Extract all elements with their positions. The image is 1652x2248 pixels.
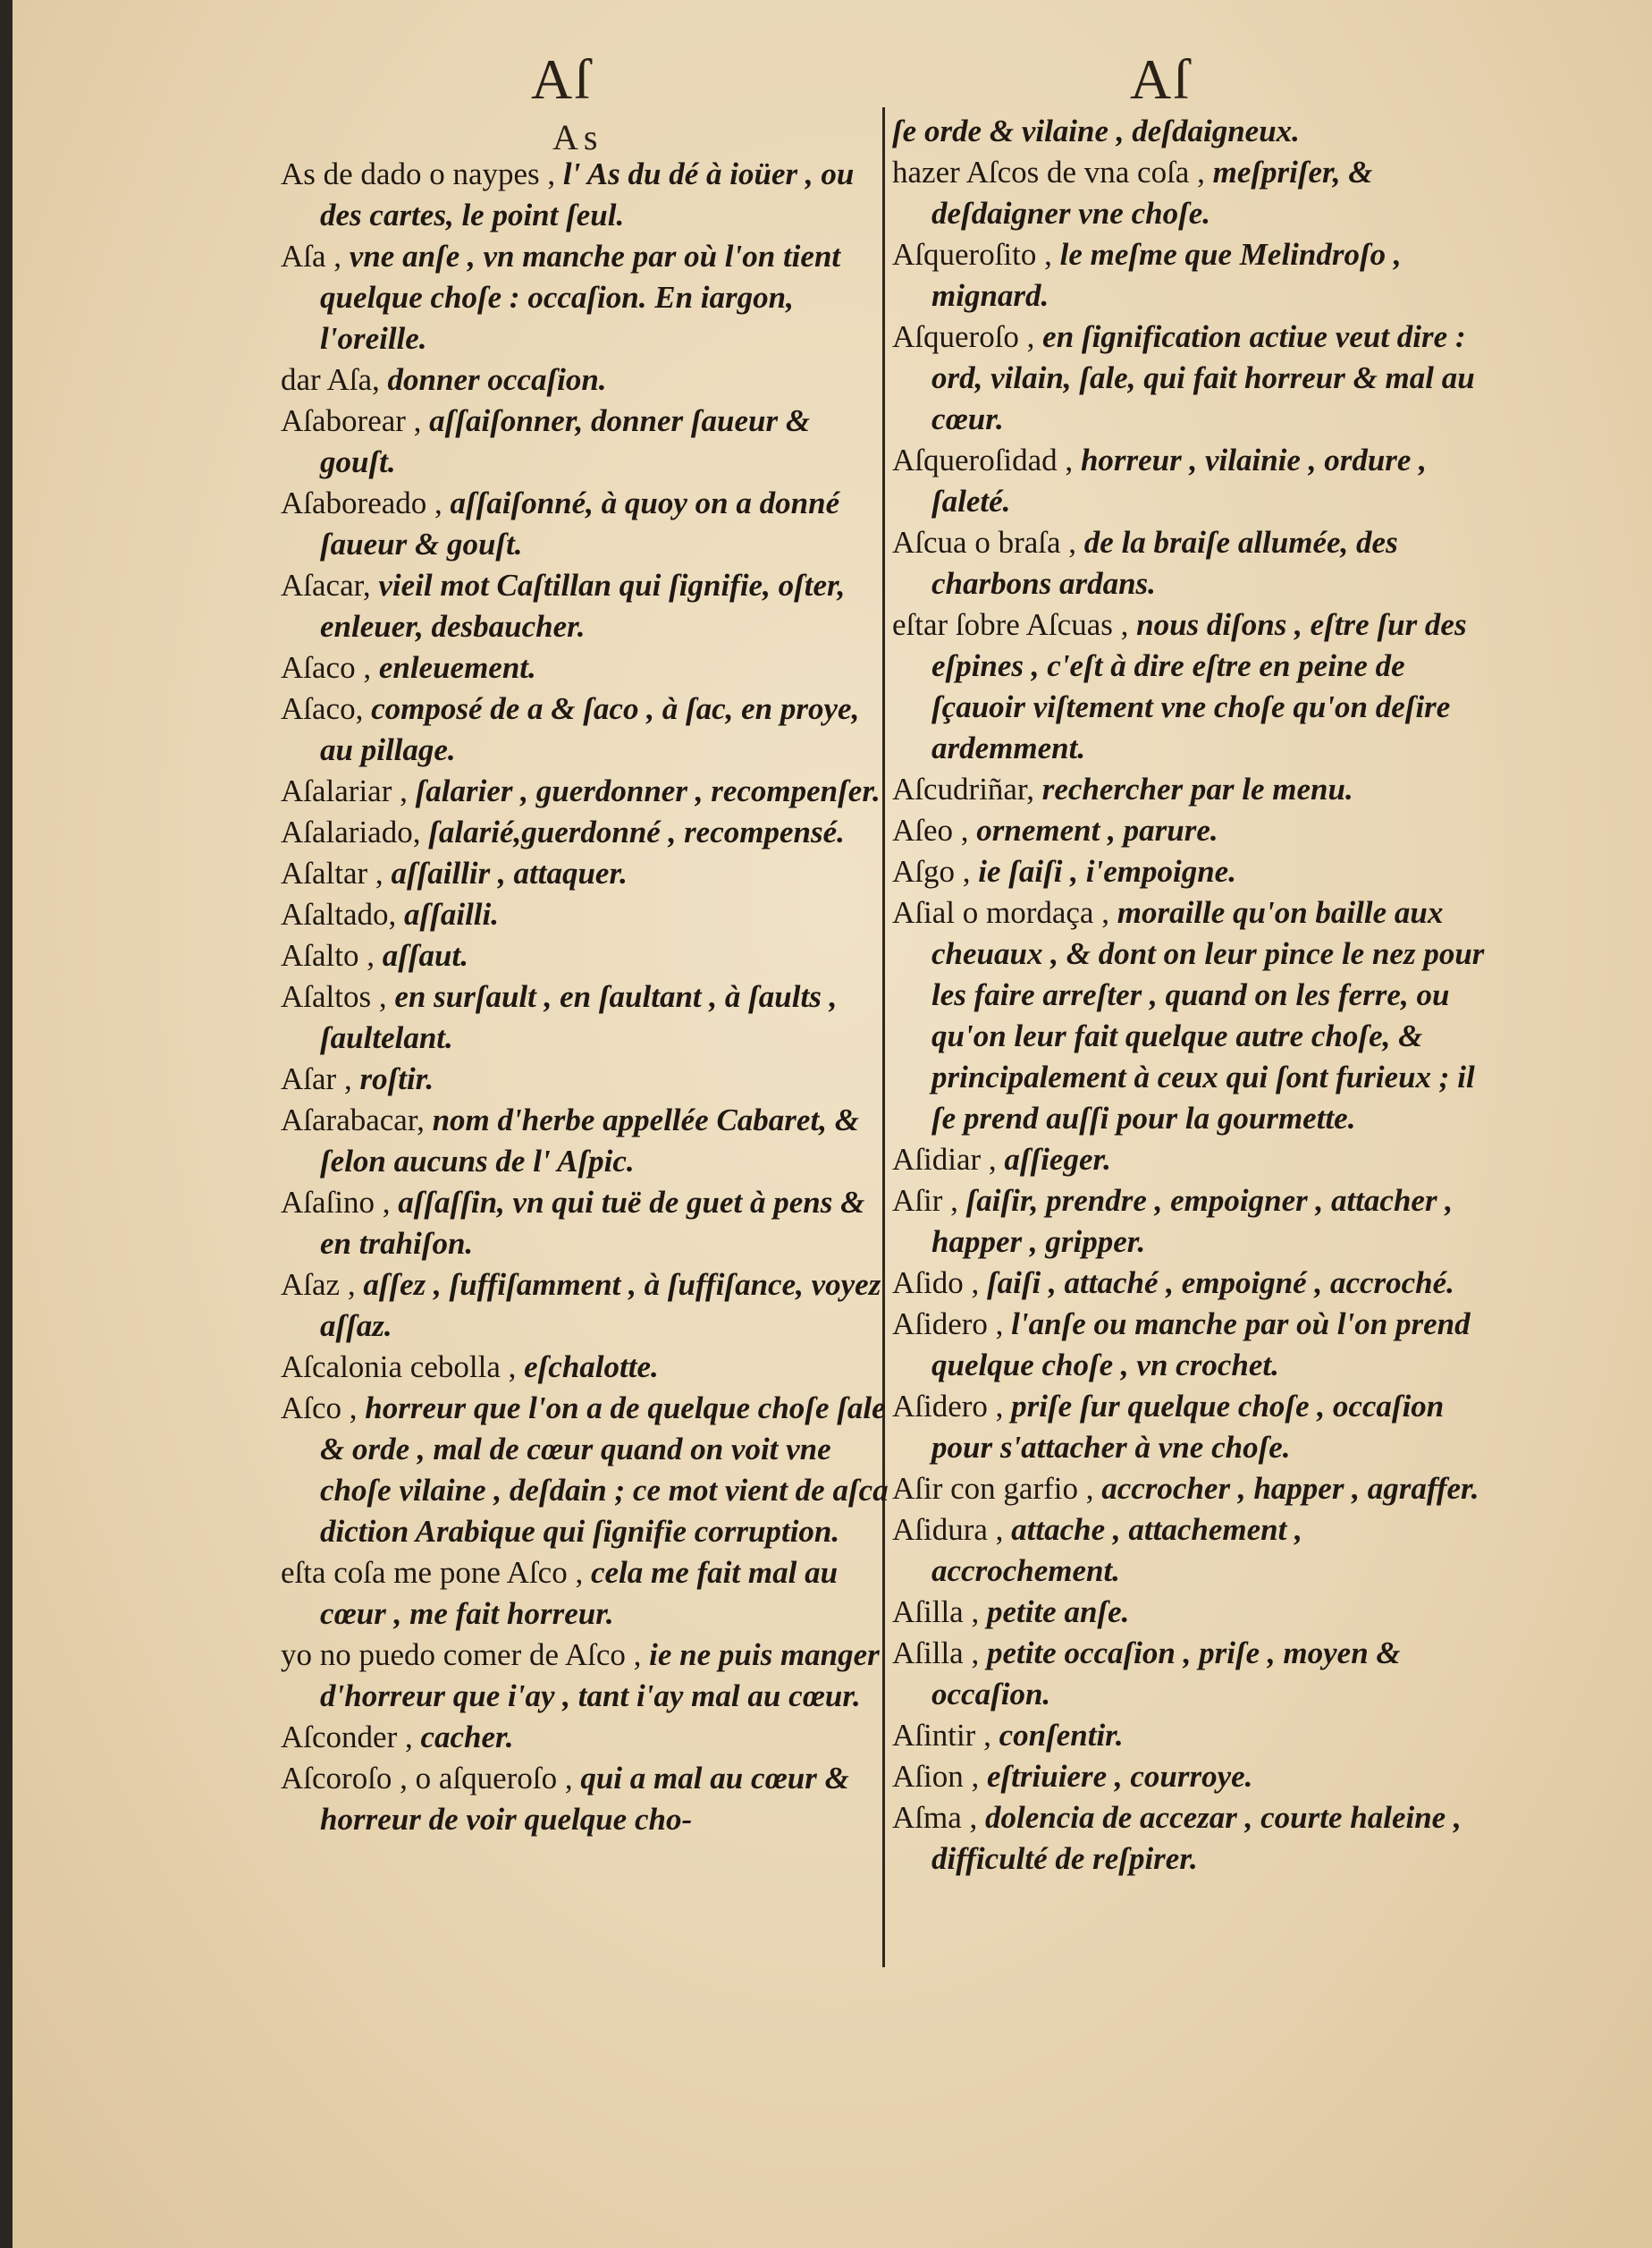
entry-headword: Aſalto ,	[281, 938, 375, 973]
entry-headword: Aſgo ,	[892, 854, 971, 889]
entry-headword: Aſar ,	[281, 1061, 352, 1096]
entry-headword: Aſma ,	[892, 1800, 978, 1835]
entry-definition: ſaiſir, prendre , empoigner , attacher , happer , gripper.	[931, 1183, 1454, 1259]
dictionary-entry	[281, 1264, 890, 1347]
entry-headword: Aſaz ,	[281, 1267, 356, 1302]
entry-definition: cacher.	[420, 1720, 514, 1754]
entry-headword: As de dado o naypes ,	[281, 156, 556, 191]
entry-definition: composé de a & ſaco , à ſac, en proye, au pillage.	[320, 691, 860, 767]
dictionary-entry	[281, 1182, 890, 1264]
entry-definition: ie ſaiſi , i'empoigne.	[978, 854, 1236, 889]
entry-definition: donner occaſion.	[387, 362, 607, 397]
entry-headword: Aſidura ,	[892, 1512, 1004, 1547]
dictionary-entry	[892, 1263, 1496, 1304]
entry-definition: aſſailli.	[404, 897, 499, 932]
entry-definition: accrocher , happer , agraffer.	[1101, 1471, 1479, 1506]
dictionary-entry	[281, 401, 890, 483]
dictionary-entry	[281, 1388, 890, 1552]
dictionary-entry	[281, 894, 890, 935]
dictionary-entry	[281, 647, 890, 689]
dictionary-entry	[281, 1347, 890, 1388]
dictionary-entry	[892, 440, 1496, 522]
dictionary-entry	[892, 851, 1496, 892]
entry-headword: Aſir con garfio ,	[892, 1471, 1094, 1506]
entry-definition: roſtir.	[359, 1061, 434, 1096]
dictionary-entry	[892, 234, 1496, 317]
entry-definition: aſſaillir , attaquer.	[391, 856, 628, 891]
entry-headword: Aſalariar ,	[281, 773, 408, 808]
dictionary-entry	[892, 1797, 1496, 1880]
entry-definition: petite occaſion , priſe , moyen & occaſion.	[931, 1635, 1401, 1711]
running-header-right: Aſ	[1130, 47, 1191, 111]
dictionary-entry	[892, 1756, 1496, 1797]
entry-headword: Aſalariado,	[281, 815, 421, 849]
entry-headword: Aſidiar ,	[892, 1142, 997, 1177]
entry-definition: enleuement.	[378, 650, 536, 685]
entry-definition: l'anſe ou manche par où l'on prend quelque choſe , vn crochet.	[931, 1306, 1471, 1382]
entry-definition: aſſaut.	[382, 938, 468, 973]
dictionary-entry	[892, 1715, 1496, 1756]
dictionary-entry	[892, 1468, 1496, 1509]
entry-definition: cela me fait mal au cœur , me fait horreur.	[320, 1555, 839, 1631]
dictionary-page	[13, 0, 1652, 2248]
entry-headword: Aſconder ,	[281, 1720, 413, 1754]
entry-headword: Aſqueroſidad ,	[892, 443, 1074, 477]
entry-headword: yo no puedo comer de Aſco ,	[281, 1637, 642, 1672]
entry-definition: ſe orde & vilaine , deſdaigneux.	[892, 114, 1300, 148]
entry-headword: Aſidero ,	[892, 1306, 1004, 1341]
entry-definition: dolencia de accezar , courte haleine , difficulté de reſpirer.	[931, 1800, 1462, 1876]
dictionary-entry	[892, 1180, 1496, 1263]
entry-headword: Aſido ,	[892, 1265, 980, 1300]
entry-headword: Aſintir ,	[892, 1718, 991, 1753]
entry-headword: Aſa ,	[281, 239, 342, 274]
right-column	[892, 111, 1496, 1880]
entry-headword: eſta coſa me pone Aſco ,	[281, 1555, 584, 1590]
entry-definition: petite anſe.	[986, 1594, 1130, 1629]
entry-headword: Aſaltos ,	[281, 979, 387, 1014]
dictionary-entry	[281, 1100, 890, 1182]
dictionary-entry	[281, 1635, 890, 1717]
dictionary-entry	[892, 1304, 1496, 1386]
dictionary-entry	[281, 565, 890, 647]
entry-headword: Aſcua o braſa ,	[892, 525, 1077, 560]
entry-definition: l' As du dé à ioüer , ou des cartes, le point ſeul.	[320, 156, 855, 232]
entry-definition: qui a mal au cœur & horreur de voir quelque cho-	[320, 1761, 849, 1837]
entry-definition: le meſme que Melindroſo , mignard.	[931, 237, 1402, 313]
dictionary-entry	[281, 483, 890, 565]
dictionary-entry	[892, 1386, 1496, 1468]
dictionary-entry	[281, 359, 890, 401]
entry-headword: dar Aſa,	[281, 362, 380, 397]
entry-headword: Aſaltado,	[281, 897, 397, 932]
entry-definition: vne anſe , vn manche par où l'on tient quelque choſe : occaſion. En iargon, l'oreille.	[320, 239, 841, 356]
entry-definition: priſe ſur quelque choſe , occaſion pour s'attacher à vne choſe.	[931, 1389, 1445, 1465]
entry-headword: Aſaco,	[281, 691, 364, 726]
dictionary-entry	[892, 522, 1496, 604]
entry-definition: ornement , parure.	[976, 813, 1218, 848]
entry-definition: ie ne puis manger d'horreur que i'ay , tant i'ay mal au cœur.	[320, 1637, 880, 1713]
dictionary-entry	[281, 236, 890, 359]
dictionary-entry	[892, 604, 1496, 769]
dictionary-entry	[892, 152, 1496, 234]
entry-headword: eſtar ſobre Aſcuas ,	[892, 607, 1129, 642]
entry-headword: Aſilla ,	[892, 1594, 980, 1629]
entry-definition: horreur , vilainie , ordure , ſaleté.	[931, 443, 1427, 519]
entry-definition: conſentir.	[999, 1718, 1124, 1753]
entry-headword: Aſion ,	[892, 1759, 980, 1794]
entry-definition: eſtriuiere , courroye.	[986, 1759, 1253, 1794]
dictionary-entry	[281, 853, 890, 894]
entry-definition: aſſez , ſuffiſamment , à ſuffiſance, voyez aſſaz.	[320, 1267, 881, 1343]
entry-headword: Aſaſino ,	[281, 1185, 391, 1220]
entry-headword: Aſcudriñar,	[892, 772, 1034, 807]
entry-definition: ſalarier , guerdonner , recompenſer.	[415, 773, 881, 808]
entry-headword: Aſilla ,	[892, 1635, 980, 1670]
entry-definition: aſſaiſonné, à quoy on a donné ſaueur & gouſt.	[320, 486, 840, 562]
entry-definition: rechercher par le menu.	[1041, 772, 1353, 807]
dictionary-entry	[281, 1717, 890, 1758]
entry-definition: en surſault , en ſaultant , à ſaults , ſaultelant.	[320, 979, 838, 1055]
entry-definition: meſpriſer, & deſdaigner vne choſe.	[931, 155, 1373, 231]
entry-headword: Aſarabacar,	[281, 1103, 425, 1137]
entry-headword: Aſco ,	[281, 1390, 358, 1425]
entry-definition: aſſieger.	[1004, 1142, 1111, 1177]
entry-definition: horreur que l'on a de quelque choſe ſale & orde , mal de cœur quand on voit vne choſe vilaine , deſdain ; ce mot vient de aſca diction Arabique qui ſignifie corruption.	[320, 1390, 889, 1549]
entry-headword: Aſaltar ,	[281, 856, 384, 891]
entry-definition: nom d'herbe appellée Cabaret, & ſelon aucuns de l' Aſpic.	[320, 1103, 859, 1179]
entry-headword: Aſaboreado ,	[281, 486, 442, 520]
dictionary-entry	[281, 154, 890, 236]
dictionary-entry	[281, 771, 890, 812]
entry-headword: hazer Aſcos de vna coſa ,	[892, 155, 1205, 190]
dictionary-entry	[892, 111, 1496, 152]
entry-definition: moraille qu'on baille aux cheuaux , & dont on leur pince le nez pour les faire arreſter , quand on les ferre, ou qu'on leur fait quelque autre choſe, & principalement à ceux qui ſont furieux ; il ſe prend auſſi pour la gourmette.	[931, 895, 1485, 1136]
entry-definition: vieil mot Caſtillan qui ſignifie, oſter, enleuer, desbaucher.	[320, 568, 846, 644]
dictionary-entry	[892, 317, 1496, 440]
dictionary-entry	[281, 1552, 890, 1635]
entry-definition: eſchalotte.	[524, 1349, 659, 1384]
entry-headword: Aſeo ,	[892, 813, 969, 848]
dictionary-entry	[892, 769, 1496, 810]
entry-headword: Aſir ,	[892, 1183, 958, 1218]
entry-headword: Aſaborear ,	[281, 403, 422, 438]
dictionary-entry	[281, 1758, 890, 1840]
dictionary-entry	[892, 1592, 1496, 1633]
dictionary-entry	[281, 935, 890, 976]
entry-definition: nous diſons , eſtre ſur des eſpines , c'eſt à dire eſtre en peine de ſçauoir viſtement vne choſe qu'on deſire ardemment.	[931, 607, 1467, 765]
entry-definition: en ſignification actiue veut dire : ord, vilain, ſale, qui fait horreur & mal au cœur.	[931, 319, 1475, 436]
entry-headword: Aſqueroſo ,	[892, 319, 1035, 354]
entry-definition: ſalarié,guerdonné , recompensé.	[428, 815, 845, 849]
entry-definition: aſſaiſonner, donner ſaueur & gouſt.	[320, 403, 811, 479]
entry-headword: Aſcoroſo , o aſqueroſo ,	[281, 1761, 573, 1796]
dictionary-entry	[281, 812, 890, 853]
left-column	[281, 154, 890, 1840]
entry-headword: Aſaco ,	[281, 650, 372, 685]
dictionary-entry	[892, 1139, 1496, 1180]
entry-headword: Aſidero ,	[892, 1389, 1004, 1424]
running-header-left: Aſ	[531, 47, 592, 111]
dictionary-entry	[892, 1509, 1496, 1592]
entry-headword: Aſacar,	[281, 568, 371, 603]
entry-definition: aſſaſſin, vn qui tuë de guet à pens & en trahiſon.	[320, 1185, 865, 1261]
entry-definition: de la braiſe allumée, des charbons ardans.	[931, 525, 1398, 601]
dictionary-entry	[892, 810, 1496, 851]
entry-headword: Aſial o mordaça ,	[892, 895, 1109, 930]
dictionary-entry	[281, 689, 890, 771]
section-heading: As	[552, 117, 603, 157]
dictionary-entry	[892, 1633, 1496, 1715]
dictionary-entry	[892, 892, 1496, 1139]
entry-headword: Aſcalonia cebolla ,	[281, 1349, 517, 1384]
entry-headword: Aſqueroſito ,	[892, 237, 1052, 272]
entry-definition: attache , attachement , accrochement.	[931, 1512, 1302, 1588]
dictionary-entry	[281, 1059, 890, 1100]
entry-definition: ſaiſi , attaché , empoigné , accroché.	[986, 1265, 1454, 1300]
dictionary-entry	[281, 976, 890, 1059]
